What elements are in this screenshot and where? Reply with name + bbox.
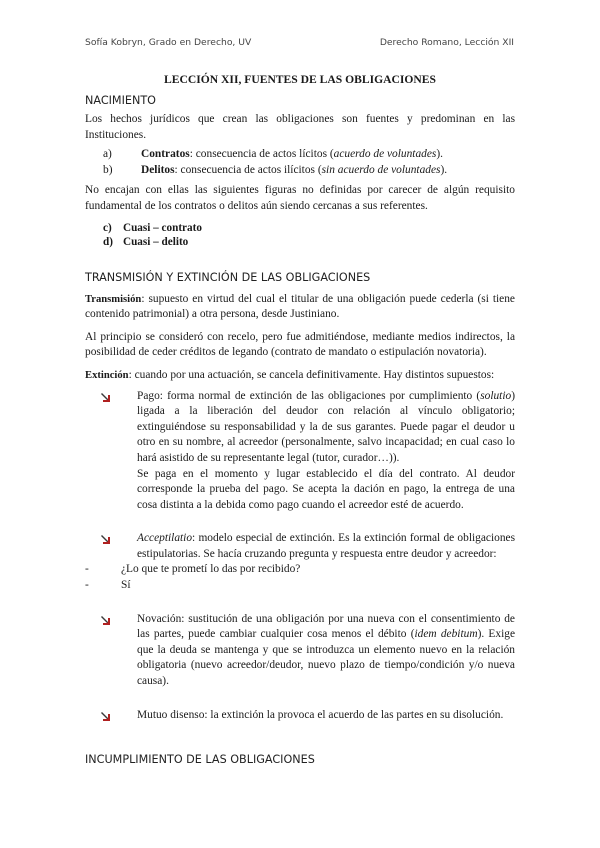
dialogue-line: - ¿Lo que te prometí lo das por recibido? (85, 563, 301, 576)
transmision-paragraph: Transmisión: supuesto en virtud del cual el titular de una obligación puede cederla (si tiene contenido patrimonial) a otra persona, desde Justiniano. (85, 292, 515, 321)
page-header (85, 37, 514, 48)
section-heading-transmision: TRANSMISIÓN Y EXTINCIÓN DE LAS OBLIGACIONES (85, 270, 371, 284)
arrow-down-right-bullet-icon (85, 531, 137, 562)
page-title: LECCIÓN XII, FUENTES DE LAS OBLIGACIONES (164, 73, 436, 86)
nacimiento-paragraph-2: No encajan con ellas las siguientes figuras no definidas por carecer de algún requisito fundamental de los contratos o delitos aún siendo cercanas a sus referentes. (85, 184, 515, 212)
list-item: b) Delitos: consecuencia de actos ilícitos (sin acuerdo de voluntades). (103, 163, 448, 176)
list-item-acceptilatio: Acceptilatio: modelo especial de extinción. Es la extinción formal de obligaciones estipulatorias. Se hacía cruzando pregunta y respuesta entre deudor y acreedor: (85, 531, 515, 562)
header-author: Sofía Kobryn, Grado en Derecho, UV (85, 37, 252, 48)
section-heading-nacimiento: NACIMIENTO (85, 94, 156, 107)
extincion-paragraph: Extinción: cuando por una actuación, se cancela definitivamente. Hay distintos supuestos: (85, 368, 495, 381)
arrow-down-right-bullet-icon (85, 708, 137, 724)
transmision-paragraph-2: Al principio se consideró con recelo, pero fue admitiéndose, mediante medios indirectos, la posibilidad de ceder créditos de legando (contrato de mandato o estipulación novatoria). (85, 330, 515, 359)
arrow-down-right-bullet-icon (85, 612, 137, 690)
list-item-novacion: Novación: sustitución de una obligación por una nueva con el consentimiento de las partes, puede cambiar cualquier cosa menos el débito (idem debitum). Exige que la deuda se mantenga y que se introduzca un elemento nuevo en la relación obligatoria (nuevo acreedor/deudor, nuevo plazo de tiempo/condición y/o nueva causa). (85, 612, 515, 690)
list-item-mutuo-disenso: Mutuo disenso: la extinción la provoca el acuerdo de las partes en su disolución. (85, 708, 515, 724)
nacimiento-intro: Los hechos jurídicos que crean las obligaciones son fuentes y predominan en las Instituciones. (85, 113, 515, 141)
arrow-down-right-bullet-icon (85, 389, 137, 514)
document-body (85, 73, 515, 766)
list-item-pago: Pago: forma normal de extinción de las obligaciones por cumplimiento (solutio) ligada a la liberación del deudor con relación al vínculo obligatorio; extinguiéndose su responsabilidad y la de sus garantes. Puede pagar el deudor u otro en su nombre, al acreedor (personalmente, salvo incapacidad; en cual caso lo hará asistido de su representante legal (tutor, curador…)). Se paga en el momento y lugar establecido el día del contrato. Al deudor corresponde la prueba del pago. Se acepta la dación en pago, la entrega de una cosa distinta a la debida como pago cuando el acreedor esté de acuerdo. (85, 389, 515, 514)
dialogue-line: - Sí (85, 579, 131, 592)
sources-list (85, 147, 515, 178)
list-item: d) Cuasi – delito (103, 235, 189, 248)
list-item: c) Cuasi – contrato (103, 221, 202, 234)
cuasi-list (85, 221, 515, 249)
list-item: a) Contratos: consecuencia de actos lícitos (acuerdo de voluntades). (103, 148, 444, 161)
section-heading-incumplimiento: INCUMPLIMIENTO DE LAS OBLIGACIONES (85, 753, 315, 767)
header-course: Derecho Romano, Lección XII (379, 37, 514, 48)
